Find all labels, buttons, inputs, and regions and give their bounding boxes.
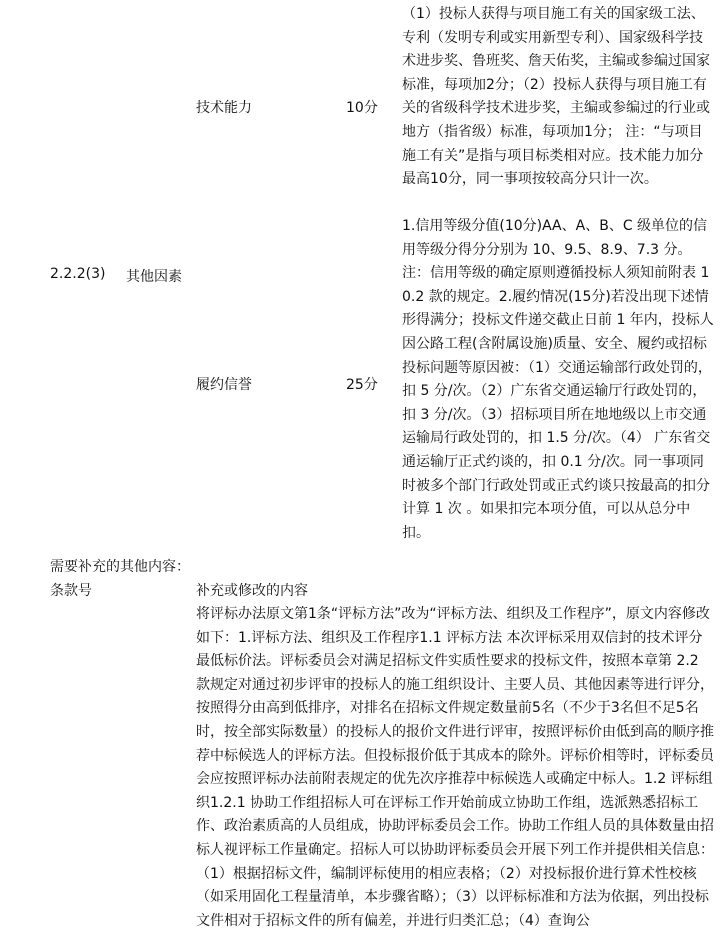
row-category: 其他因素 [126, 269, 182, 285]
subrow-criteria-technical: （1）投标人获得与项目施工有关的国家级工法、专利（发明专利或实用新型专利）、国家级科学技术进步奖、鲁班奖、詹天佑奖，主编或参编过国家标准，每项加2分；（2）投标人获得与项目施工有关的省级科学技术进步奖，主编或参编过的行业或地方（指省级）标准，每项加1分； 注：“与项目施工有关”是指与项目标类相对应。技术能力加分最高10分，同一事项按较高分只计一次。 [402, 6, 710, 188]
subrow-score-technical: 10分 [346, 100, 378, 116]
supplement-col-content: 补充或修改的内容 [196, 583, 308, 599]
subrow-item-credit: 履约信誉 [196, 377, 252, 393]
subrow-item-technical: 技术能力 [196, 100, 252, 116]
supplement-body: 将评标办法原文第1条“评标方法”改为“评标方法、组织及工作程序”，原文内容修改如下：1.评标方法、组织及工作程序1.1 评标方法 本次评标采用双信封的技术评分最低标价法。评标委员会对满足招标文件实质性要求的投标文件，按照本章第 2.2 款规定对通过初步评审的投标人的施工组织设计、主要人员、其他因素等进行评分，按照得分由高到低排序，对排名在招标文件规定数量前5名（不少于3名但不足5名时，按全部实际数量）的投标人的报价文件进行评审，按照评标价由低到高的顺序推荐中标候选人的评标方法。但投标报价低于其成本的除外。评标价相等时，评标委员会应按照评标办法前附表规定的优先次序推荐中标候选人或确定中标人。1.2 评标组织1.2.1 协助工作组招标人可在评标工作开始前成立协助工作组，选派熟悉招标工作、政治素质高的人员组成，协助评标委员会工作。协助工作组人员的具体数量由招标人视评标工作量确定。招标人可以协助评标委员会开展下列工作并提供相关信息：（1）根据招标文件，编制评标使用的相应表格；（2）对投标报价进行算术性校核（如采用固化工程量清单，本步骤省略）；（3）以评标标准和方法为依据，列出投标文件相对于招标文件的所有偏差，并进行归类汇总；（4）查询公 [196, 606, 714, 929]
subrow-score-credit: 25分 [346, 377, 378, 393]
supplement-col-clause: 条款号 [50, 583, 92, 599]
row-number: 2.2.2(3) [50, 266, 106, 282]
subrow-criteria-credit: 1.信用等级分值(10分)AA、A、B、C 级单位的信用等级分得分分别为 10、9.5、8.9、7.3 分。注：信用等级的确定原则遵循投标人须知前附表 10.2 款的规定。2.履约情况(15分)若没出现下述情形得满分；投标文件递交截止日前 1 年内，投标人因公路工程(含附属设施)质量、安全、履约或招标投标问题等原因被：（1）交通运输部行政处罚的，扣 5 分/次。（2）广东省交通运输厅行政处罚的，扣 3 分/次。（3）招标项目所在地地级以上市交通运输局行政处罚的，扣 1.5 分/次。（4） 广东省交通运输厅正式约谈的，扣 0.1 分/次。同一事项同时被多个部门行政处罚或正式约谈只按最高的扣分计算 1 次 。如果扣完本项分值，可以从总分中扣。 [402, 218, 714, 541]
supplement-heading: 需要补充的其他内容： [50, 559, 190, 575]
